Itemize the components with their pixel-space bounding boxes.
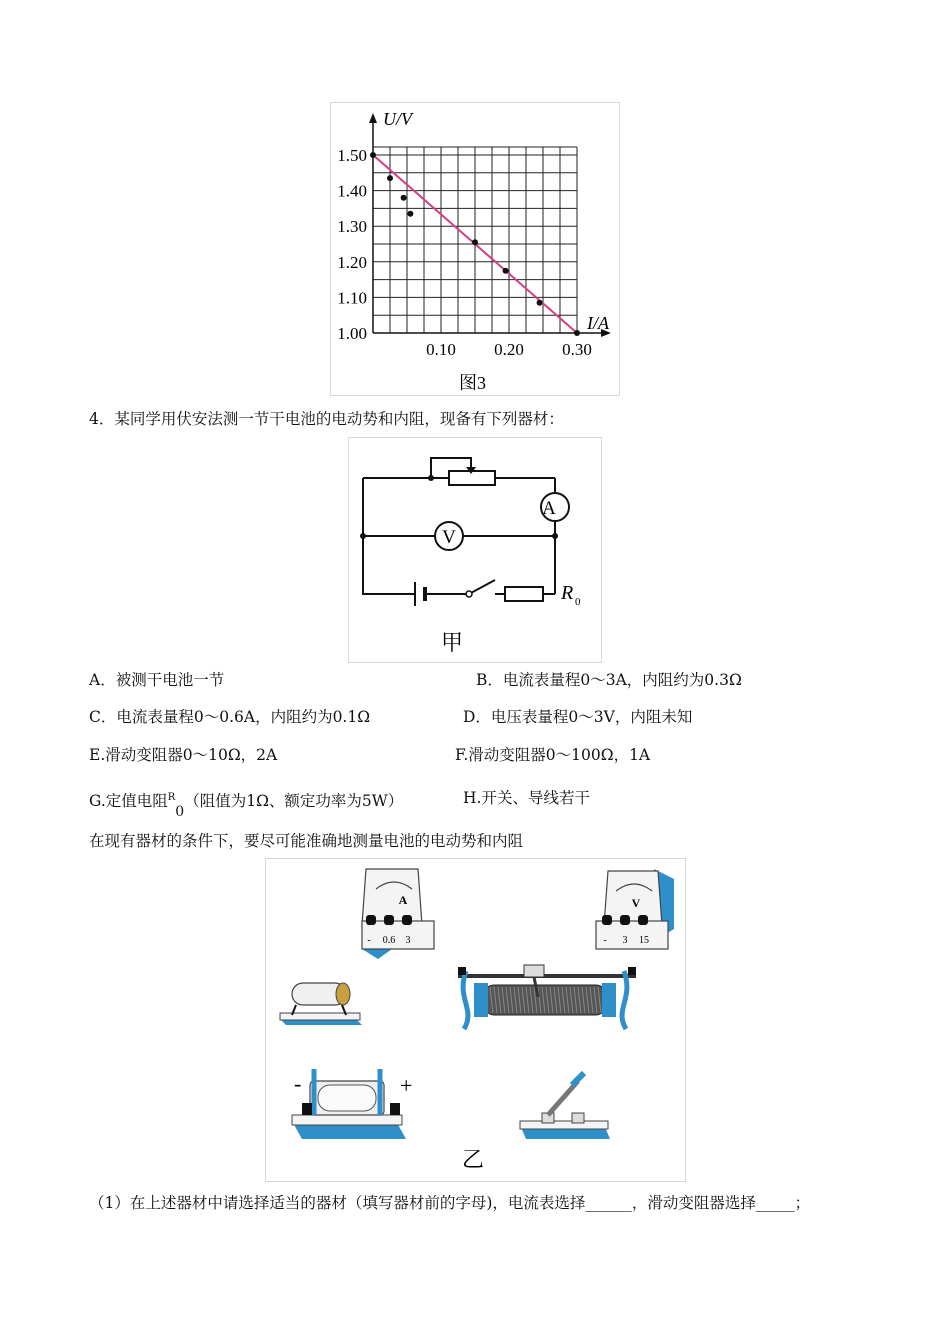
switch-device bbox=[520, 1073, 610, 1139]
voltmeter-device bbox=[596, 869, 674, 949]
voltmeter-terminal-minus: - bbox=[603, 935, 607, 946]
circuit-svg bbox=[349, 438, 601, 662]
rheostat bbox=[449, 471, 495, 485]
y-tick-label: 1.00 bbox=[337, 324, 367, 343]
resistor-label: R bbox=[561, 582, 574, 604]
equipment-caption: 乙 bbox=[462, 1147, 485, 1172]
question-4-condition: 在现有器材的条件下，要尽可能准确地测量电池的电动势和内阻 bbox=[89, 832, 524, 850]
voltmeter-terminal-15: 15 bbox=[639, 935, 649, 946]
option-b: B．电流表量程0～3A，内阻约为0.3Ω bbox=[476, 671, 742, 689]
ammeter-device-letter: A bbox=[398, 893, 408, 907]
ammeter-terminal-3: 3 bbox=[405, 935, 411, 946]
ammeter-terminal-0.6: 0.6 bbox=[382, 935, 396, 946]
option-g-symbol: R bbox=[167, 792, 176, 803]
equipment-svg bbox=[266, 859, 685, 1181]
option-a: A．被测干电池一节 bbox=[89, 671, 225, 689]
option-c: C．电流表量程0～0.6A，内阻约为0.1Ω bbox=[89, 708, 371, 726]
battery-plus-label: + bbox=[400, 1073, 413, 1098]
fixed-resistor-device bbox=[280, 983, 362, 1025]
ammeter-label: A bbox=[542, 498, 556, 519]
fit-line-endpoint bbox=[574, 330, 580, 336]
ui-graph-svg bbox=[331, 103, 619, 395]
y-tick-label: 1.50 bbox=[337, 146, 367, 165]
battery-minus-label: - bbox=[294, 1071, 302, 1096]
x-tick-label: 0.20 bbox=[494, 340, 524, 359]
circuit-diagram-jia bbox=[348, 437, 602, 663]
switch-pivot bbox=[466, 591, 472, 597]
data-point bbox=[503, 268, 509, 274]
data-point bbox=[407, 211, 413, 217]
option-d: D．电压表量程0～3V，内阻未知 bbox=[463, 708, 693, 726]
option-g-prefix: G.定值电阻 bbox=[89, 792, 168, 810]
question-4-stem: 4．某同学用伏安法测一节干电池的电动势和内阻，现备有下列器材： bbox=[89, 410, 564, 428]
y-tick-label: 1.40 bbox=[337, 181, 367, 201]
battery-holder-device bbox=[292, 1069, 412, 1139]
data-point bbox=[401, 195, 407, 201]
resistor-subscript: 0 bbox=[575, 596, 581, 608]
circuit-caption: 甲 bbox=[441, 630, 464, 655]
option-h: H.开关、导线若干 bbox=[463, 789, 590, 807]
option-f: F.滑动变阻器0～100Ω，1A bbox=[455, 746, 651, 764]
voltmeter-device-letter: V bbox=[631, 896, 641, 910]
data-point bbox=[537, 300, 543, 306]
figure-3-caption: 图3 bbox=[459, 373, 486, 393]
x-tick-label: 0.10 bbox=[426, 340, 456, 359]
y-tick-label: 1.10 bbox=[337, 288, 367, 308]
ammeter-terminal-minus: - bbox=[367, 935, 371, 946]
voltmeter-label: V bbox=[442, 527, 456, 548]
option-e: E.滑动变阻器0～10Ω，2A bbox=[89, 746, 278, 764]
resistor-r0 bbox=[505, 587, 543, 601]
data-point bbox=[472, 239, 478, 245]
figure-3-graph bbox=[330, 102, 620, 396]
y-axis-label: U/V bbox=[383, 109, 412, 129]
y-tick-label: 1.20 bbox=[337, 252, 367, 272]
x-tick-label: 0.30 bbox=[562, 340, 592, 359]
sliding-rheostat-device bbox=[458, 965, 636, 1029]
sub-question-1: （1）在上述器材中请选择适当的器材（填写器材前的字母)，电流表选择______，滑动变阻器选择_____； bbox=[89, 1194, 811, 1212]
x-axis-label: I/A bbox=[587, 313, 609, 333]
y-tick-label: 1.30 bbox=[337, 217, 367, 237]
equipment-figure-yi bbox=[265, 858, 686, 1182]
option-g-subscript: 0 bbox=[175, 804, 185, 820]
option-g bbox=[89, 788, 403, 822]
option-g-suffix: （阻值为1Ω、额定功率为5W） bbox=[184, 792, 404, 810]
ammeter-device bbox=[362, 869, 434, 959]
y-axis-arrow bbox=[369, 113, 377, 123]
voltmeter-terminal-3: 3 bbox=[622, 935, 628, 946]
fit-line-endpoint bbox=[370, 152, 376, 158]
data-point bbox=[387, 175, 393, 181]
